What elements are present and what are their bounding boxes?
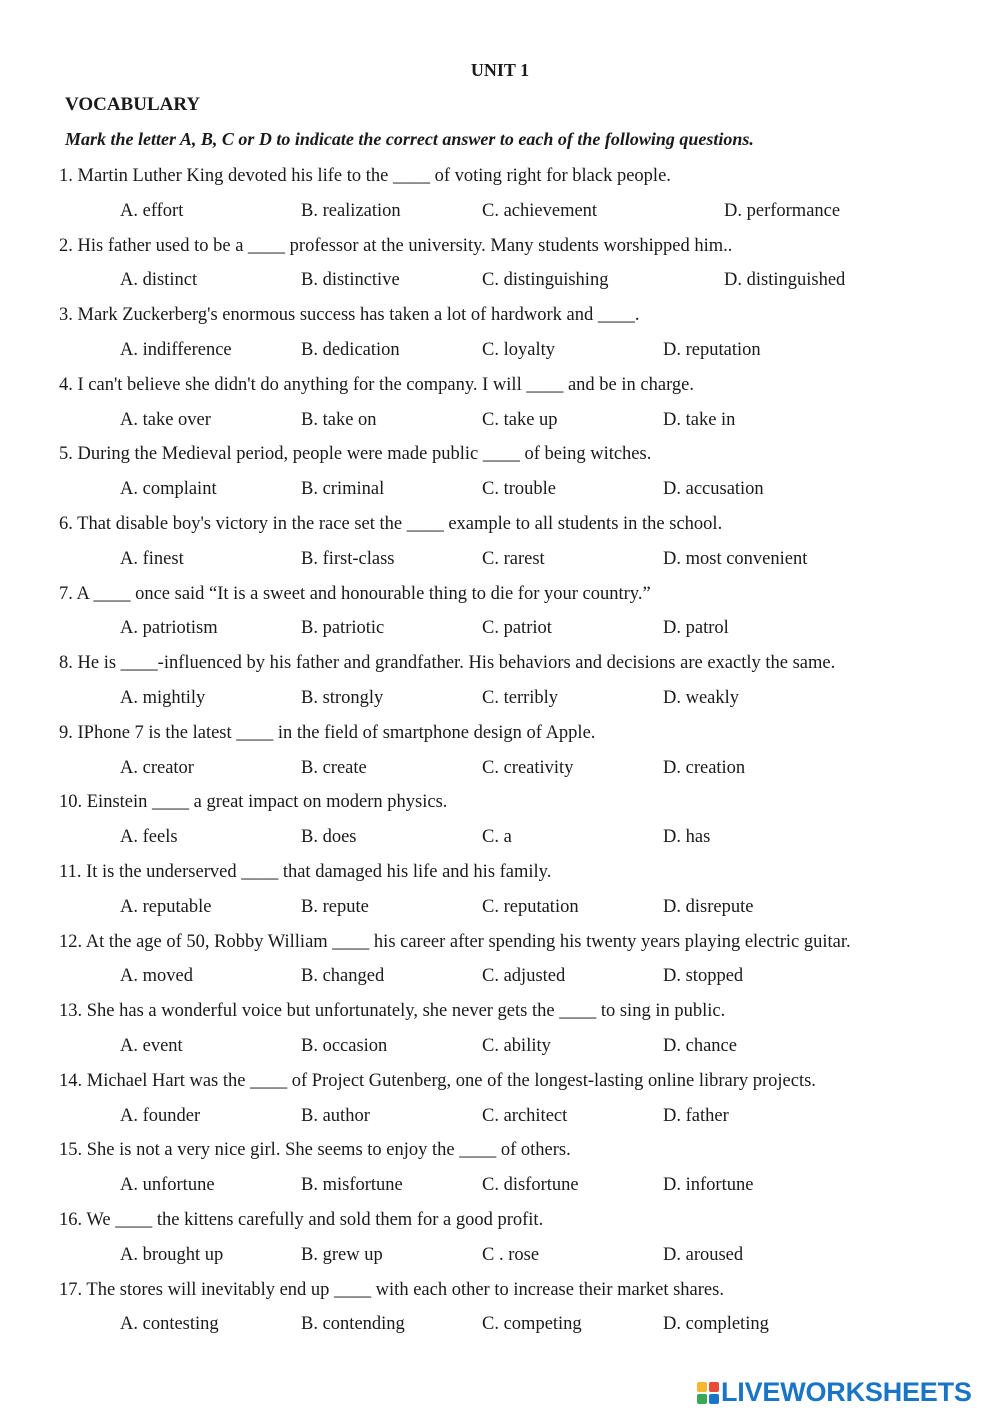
question-item (59, 789, 979, 859)
question-item (59, 372, 979, 442)
option-c[interactable]: C. adjusted (482, 966, 566, 987)
answer-options (59, 198, 979, 233)
option-d[interactable]: D. take in (663, 409, 736, 430)
option-b[interactable]: B. first-class (301, 548, 395, 569)
option-c[interactable]: C. reputation (482, 896, 579, 917)
option-d[interactable]: D. aroused (663, 1244, 744, 1265)
option-d[interactable]: D. reputation (663, 339, 761, 360)
option-b[interactable]: B. distinctive (301, 270, 400, 291)
question-item (59, 1068, 979, 1138)
option-a[interactable]: A. event (120, 1035, 183, 1056)
option-b[interactable]: B. repute (301, 896, 369, 917)
instruction-text: Mark the letter A, B, C or D to indicate the correct answer to each of the following questions. (65, 129, 754, 149)
question-list (59, 163, 979, 1346)
option-b[interactable]: B. realization (301, 200, 401, 221)
option-d[interactable]: D. chance (663, 1035, 737, 1056)
question-text: 15. She is not a very nice girl. She seems to enjoy the ____ of others. (59, 1140, 571, 1161)
question-item (59, 441, 979, 511)
answer-options (59, 894, 979, 929)
option-d[interactable]: D. stopped (663, 966, 744, 987)
option-a[interactable]: A. take over (120, 409, 211, 430)
answer-options (59, 615, 979, 650)
option-b[interactable]: B. contending (301, 1314, 405, 1335)
question-text: 10. Einstein ____ a great impact on modern physics. (59, 792, 448, 813)
question-text: 12. At the age of 50, Robby William ____ his career after spending his twenty years playing electric guitar. (59, 931, 851, 952)
answer-options (59, 407, 979, 442)
option-d[interactable]: D. father (663, 1105, 729, 1126)
page-title: UNIT 1 (470, 60, 530, 80)
question-text: 6. That disable boy's victory in the race set the ____ example to all students in the school. (59, 513, 723, 534)
question-text: 11. It is the underserved ____ that damaged his life and his family. (59, 861, 552, 882)
option-a[interactable]: A. moved (120, 966, 193, 987)
option-b[interactable]: B. misfortune (301, 1175, 403, 1196)
question-text: 7. A ____ once said “It is a sweet and honourable thing to die for your country.” (59, 583, 651, 604)
question-item (59, 929, 979, 999)
question-item (59, 650, 979, 720)
option-d[interactable]: D. patrol (663, 618, 729, 639)
option-a[interactable]: A. patriotism (120, 618, 218, 639)
option-a[interactable]: A. mightily (120, 687, 206, 708)
answer-options (59, 1172, 979, 1207)
question-text: 5. During the Medieval period, people were made public ____ of being witches. (59, 444, 652, 465)
question-text: 17. The stores will inevitably end up ____ with each other to increase their market shares. (59, 1279, 724, 1300)
option-c[interactable]: C. distinguishing (482, 270, 609, 291)
option-d[interactable]: D. accusation (663, 479, 764, 500)
option-d[interactable]: D. performance (724, 200, 841, 221)
option-a[interactable]: A. unfortune (120, 1175, 215, 1196)
option-b[interactable]: B. grew up (301, 1244, 383, 1265)
question-item (59, 581, 979, 651)
option-a[interactable]: A. brought up (120, 1244, 224, 1265)
option-d[interactable]: D. infortune (663, 1175, 754, 1196)
option-a[interactable]: A. finest (120, 548, 184, 569)
answer-options (59, 963, 979, 998)
option-a[interactable]: A. founder (120, 1105, 201, 1126)
question-item (59, 859, 979, 929)
question-item (59, 1137, 979, 1207)
option-c[interactable]: C. a (482, 827, 512, 848)
option-b[interactable]: B. dedication (301, 339, 400, 360)
option-c[interactable]: C. ability (482, 1035, 551, 1056)
question-text: 13. She has a wonderful voice but unfortunately, she never gets the ____ to sing in public. (59, 1001, 726, 1022)
option-a[interactable]: A. complaint (120, 479, 217, 500)
option-b[interactable]: B. author (301, 1105, 370, 1126)
option-c[interactable]: C. creativity (482, 757, 574, 778)
option-c[interactable]: C. loyalty (482, 339, 555, 360)
section-heading: VOCABULARY (65, 94, 201, 115)
option-c[interactable]: C. architect (482, 1105, 568, 1126)
answer-options (59, 476, 979, 511)
question-text: 2. His father used to be a ____ professor at the university. Many students worshipped him.. (59, 235, 733, 256)
option-d[interactable]: D. creation (663, 757, 746, 778)
option-c[interactable]: C. patriot (482, 618, 552, 639)
option-d[interactable]: D. has (663, 827, 711, 848)
answer-options (59, 1311, 979, 1346)
answer-options (59, 546, 979, 581)
option-c[interactable]: C . rose (482, 1244, 540, 1265)
question-text: 8. He is ____-influenced by his father and grandfather. His behaviors and decisions are exactly the same. (59, 653, 836, 674)
question-item (59, 163, 979, 233)
option-c[interactable]: C. trouble (482, 479, 556, 500)
option-b[interactable]: B. criminal (301, 479, 385, 500)
question-text: 1. Martin Luther King devoted his life to the ____ of voting right for black people. (59, 166, 671, 186)
question-item (59, 1277, 979, 1347)
question-item (59, 1207, 979, 1277)
option-d[interactable]: D. completing (663, 1314, 769, 1335)
option-b[interactable]: B. occasion (301, 1035, 388, 1056)
option-b[interactable]: B. take on (301, 409, 377, 430)
option-c[interactable]: C. disfortune (482, 1175, 579, 1196)
question-item (59, 233, 979, 303)
option-c[interactable]: C. competing (482, 1314, 582, 1335)
option-b[interactable]: B. changed (301, 966, 385, 987)
option-b[interactable]: B. create (301, 757, 367, 778)
option-a[interactable]: A. reputable (120, 896, 212, 917)
liveworksheets-logo (697, 1377, 972, 1408)
option-d[interactable]: D. distinguished (724, 270, 846, 291)
answer-options (59, 337, 979, 372)
option-c[interactable]: C. achievement (482, 200, 598, 221)
answer-options (59, 824, 979, 859)
question-item (59, 720, 979, 790)
option-c[interactable]: C. rarest (482, 548, 545, 569)
question-text: 3. Mark Zuckerberg's enormous success has taken a lot of hardwork and ____. (59, 305, 640, 326)
liveworksheets-logo-icon (697, 1382, 719, 1404)
answer-options (59, 1033, 979, 1068)
option-c[interactable]: C. take up (482, 409, 558, 430)
option-a[interactable]: A. distinct (120, 270, 198, 291)
option-d[interactable]: D. disrepute (663, 896, 754, 917)
question-item (59, 302, 979, 372)
option-d[interactable]: D. most convenient (663, 548, 808, 569)
option-a[interactable]: A. effort (120, 200, 184, 221)
option-b[interactable]: B. strongly (301, 687, 384, 708)
option-b[interactable]: B. does (301, 827, 357, 848)
question-item (59, 998, 979, 1068)
option-a[interactable]: A. feels (120, 827, 178, 848)
option-a[interactable]: A. indifference (120, 339, 232, 360)
answer-options (59, 685, 979, 720)
answer-options (59, 267, 979, 302)
answer-options (59, 1103, 979, 1138)
option-c[interactable]: C. terribly (482, 687, 559, 708)
brand-name: LIVEWORKSHEETS (721, 1377, 972, 1407)
question-text: 9. IPhone 7 is the latest ____ in the field of smartphone design of Apple. (59, 722, 596, 743)
option-b[interactable]: B. patriotic (301, 618, 385, 639)
question-text: 14. Michael Hart was the ____ of Project Gutenberg, one of the longest-lasting online library projects. (59, 1070, 816, 1091)
question-item (59, 511, 979, 581)
option-a[interactable]: A. creator (120, 757, 194, 778)
option-d[interactable]: D. weakly (663, 687, 740, 708)
option-a[interactable]: A. contesting (120, 1314, 219, 1335)
answer-options (59, 1242, 979, 1277)
question-text: 4. I can't believe she didn't do anything for the company. I will ____ and be in charge. (59, 374, 694, 395)
answer-options (59, 755, 979, 790)
question-text: 16. We ____ the kittens carefully and sold them for a good profit. (59, 1209, 544, 1230)
